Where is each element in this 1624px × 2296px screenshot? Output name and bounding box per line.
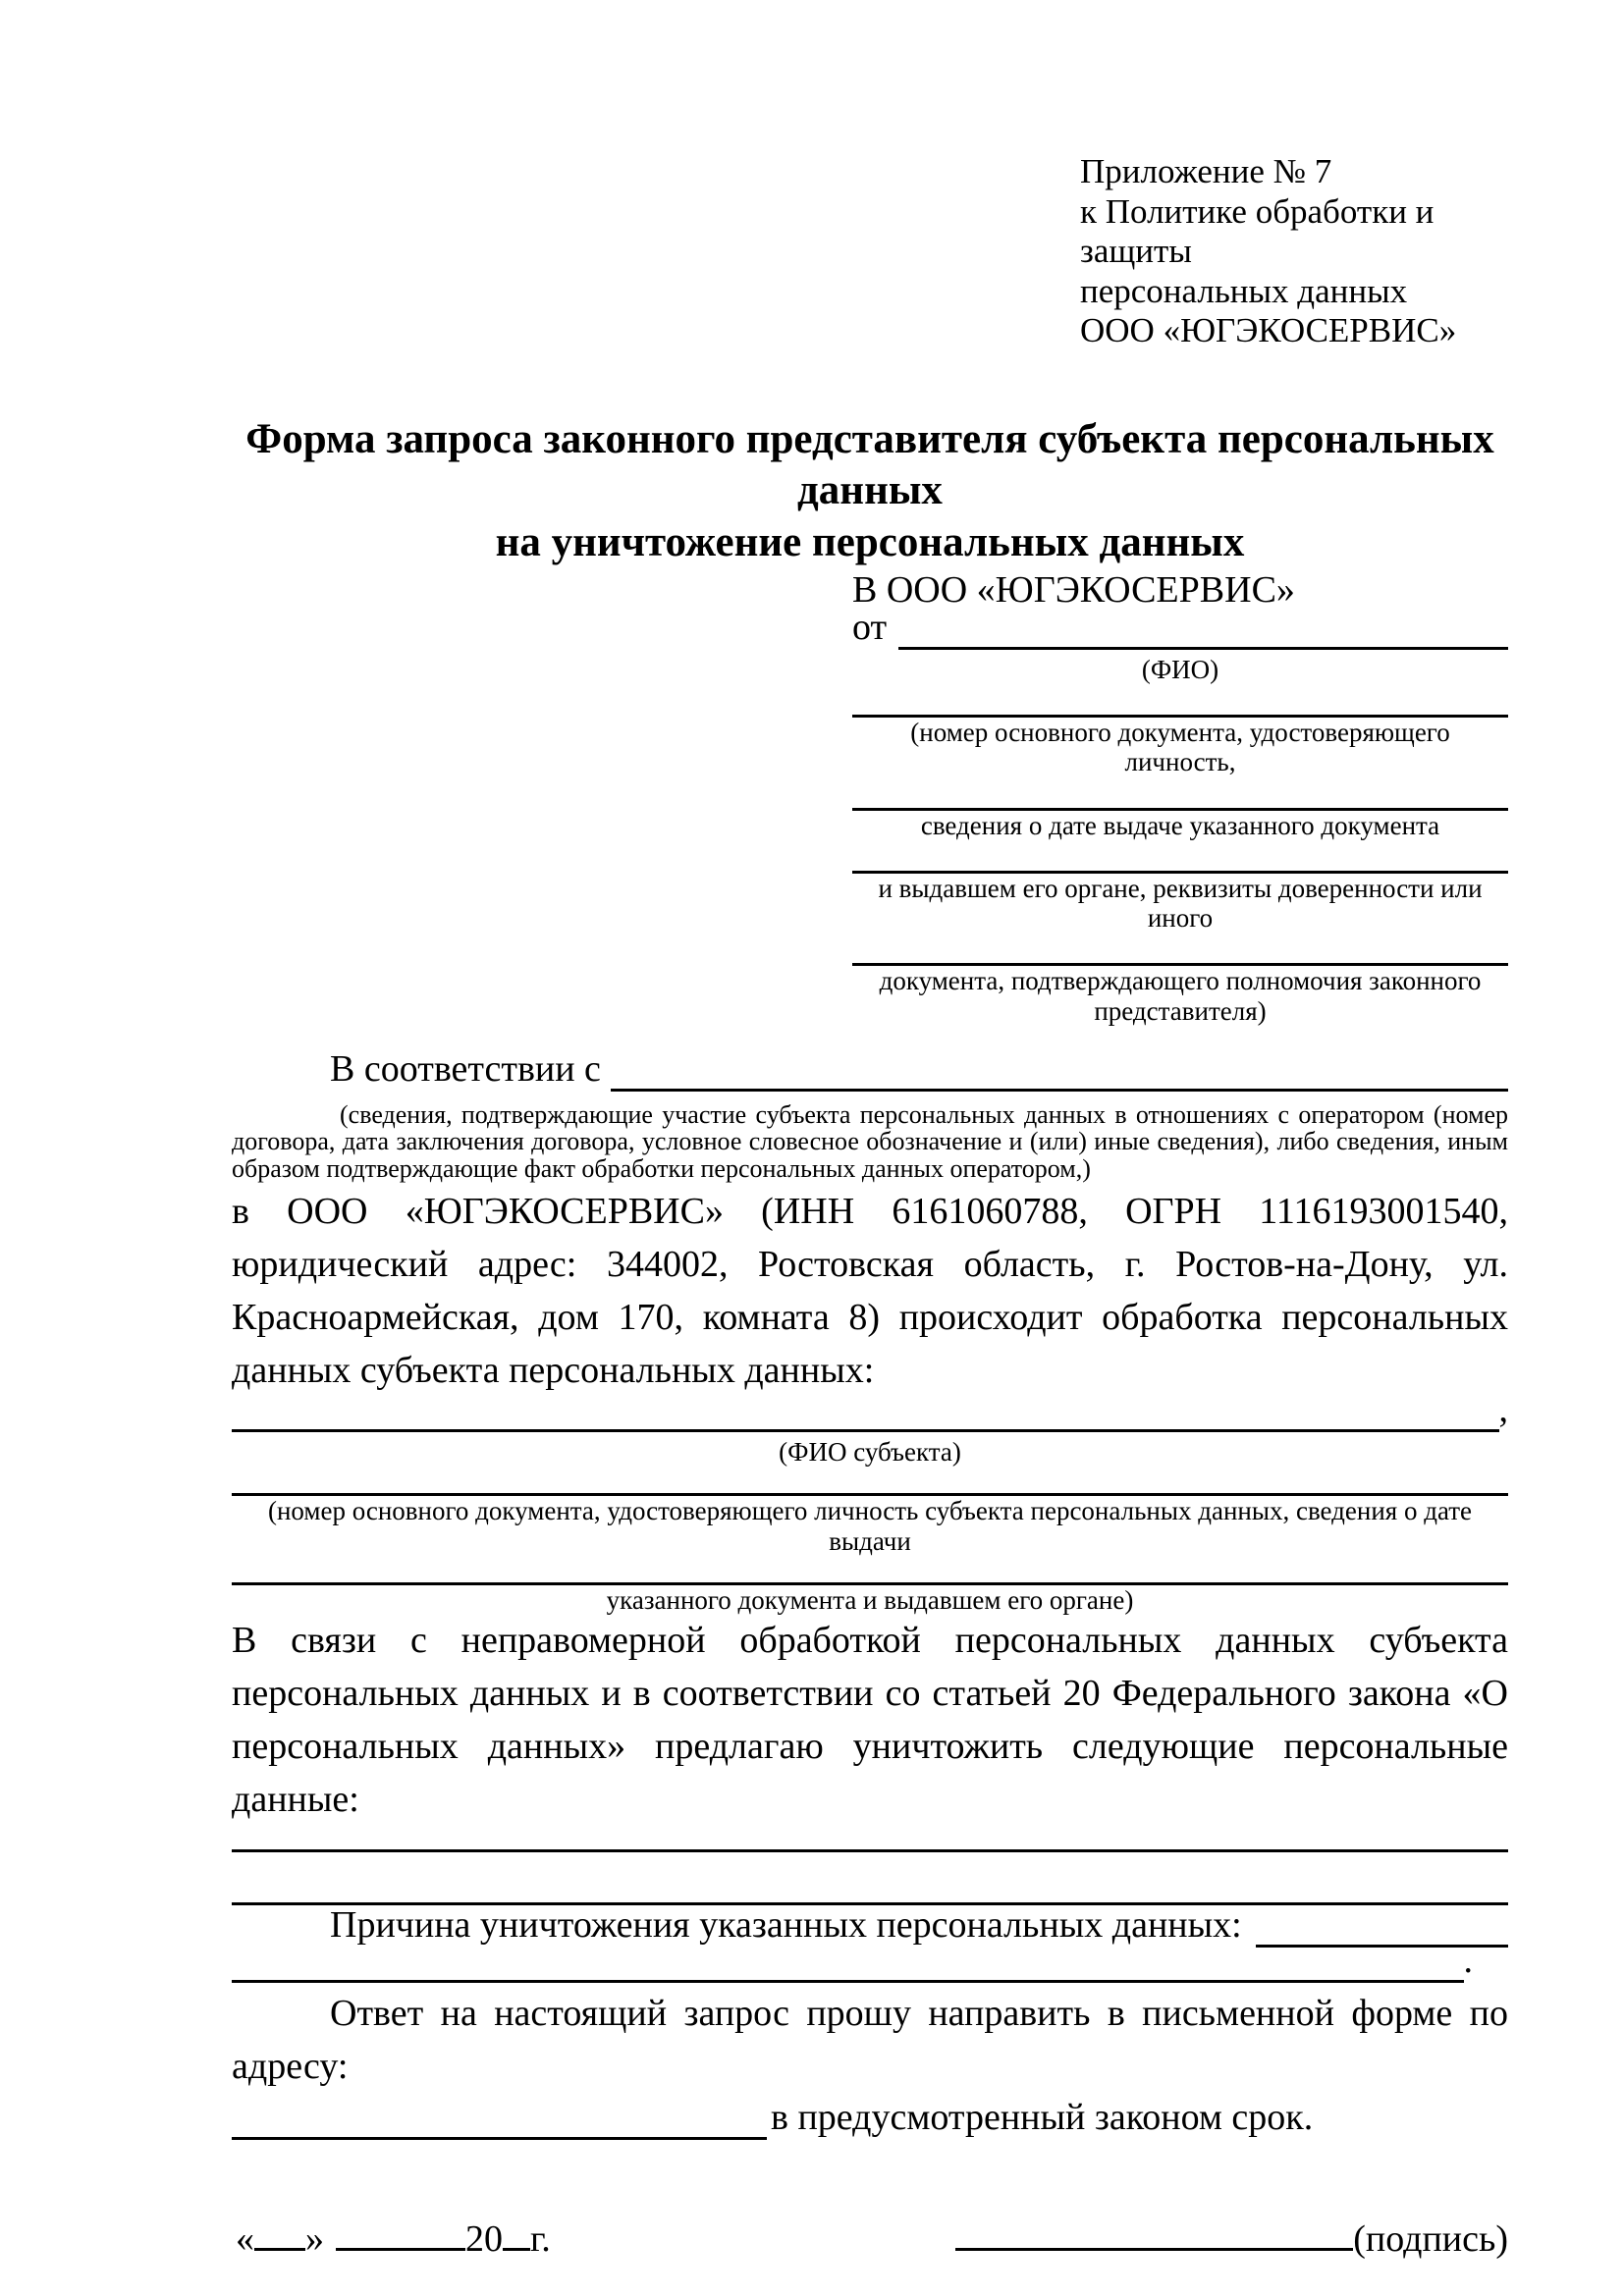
authority-caption: документа, подтверждающего полномочия законного представителя) — [879, 966, 1482, 1026]
representative-doc-number-blank — [852, 684, 1508, 718]
subject-doc-blank-1 — [232, 1467, 1508, 1496]
addressee-company: В ООО «ЮГЭКОСЕРВИС» — [852, 569, 1295, 612]
operator-paragraph: в ООО «ЮГЭКОСЕРВИС» (ИНН 6161060788, ОГРН 1116193001540, юридический адрес: 344002, Ростовская область, г. Ростов-на-Дону, ул. Красноармейская, дом 170, комната 8) происходит обработка персональных данных субъекта персональных данных: — [232, 1191, 1508, 1392]
addressee-block — [852, 568, 1508, 1025]
data-to-destroy-blank-1 — [232, 1827, 1508, 1852]
accordance-note: (сведения, подтверждающие участие субъекта персональных данных в отношениях с оператором (номер договора, дата заключения договора, условное словесное обозначение и (или) иные сведения), либо сведения, иным образом подтверждающие факт обработки персональных данных оператором,) — [232, 1099, 1508, 1183]
doc-issue-date-blank — [852, 777, 1508, 811]
month-blank — [336, 2243, 465, 2251]
from-label: от — [852, 606, 888, 648]
reason-continuation-row — [232, 1940, 1473, 1988]
answer-address-row — [232, 2094, 1508, 2145]
subject-doc-caption-2: указанного документа и выдавшем его органе) — [606, 1584, 1134, 1615]
subject-fio-row — [232, 1389, 1508, 1437]
year-suffix: г. — [530, 2217, 551, 2260]
accordance-lead: В соответствии с — [330, 1047, 601, 1090]
data-to-destroy-blank-2 — [232, 1852, 1508, 1905]
quote-close: » — [305, 2217, 324, 2260]
date-group — [236, 2214, 551, 2267]
signature-group — [955, 2214, 1508, 2267]
from-row — [852, 606, 1508, 655]
signature-caption: (подпись) — [1353, 2217, 1508, 2260]
answer-tail: в предусмотренный законом срок. — [771, 2096, 1314, 2138]
quote-open: « — [236, 2217, 254, 2260]
issuer-caption: и выдавшем его органе, реквизиты доверенности или иного — [878, 873, 1483, 934]
accordance-row — [232, 1043, 1508, 1096]
comma-char: , — [1498, 1389, 1508, 1431]
reason-blank-2 — [232, 1980, 1464, 1983]
reason-label: Причина уничтожения указанных персональных данных: — [330, 1904, 1242, 1946]
annex-line-1: Приложение № 7 — [1080, 152, 1332, 190]
annex-line-4: ООО «ЮГЭКОСЕРВИС» — [1080, 311, 1457, 350]
form-title — [232, 414, 1508, 568]
year-blank — [503, 2243, 530, 2251]
answer-paragraph: Ответ на настоящий запрос прошу направить в письменной форме по адресу: — [232, 1992, 1508, 2087]
accordance-blank — [611, 1089, 1508, 1092]
answer-address-blank — [232, 2137, 767, 2140]
signature-blank — [955, 2243, 1353, 2251]
subject-doc-caption-1: (номер основного документа, удостоверяющего личность субъекта персональных данных, сведения о дате выдачи — [267, 1496, 1473, 1556]
representative-name-blank — [898, 647, 1508, 650]
annex-line-2: к Политике обработки и защиты — [1080, 191, 1435, 271]
century-label: 20 — [465, 2217, 503, 2260]
reason-row — [232, 1905, 1508, 1952]
doc-issuer-blank — [852, 840, 1508, 874]
subject-fio-caption: (ФИО субъекта) — [779, 1437, 961, 1468]
footer-row — [232, 2214, 1508, 2267]
request-paragraph: В связи с неправомерной обработкой персональных данных субъекта персональных данных и в соответствии со статьей 20 Федерального закона «О персональных данных» предлагаю уничтожить следующие персональные данные: — [232, 1620, 1508, 1820]
subject-doc-blank-2 — [232, 1556, 1508, 1585]
subject-fio-blank — [232, 1429, 1499, 1432]
fio-caption: (ФИО) — [1141, 654, 1219, 684]
form-title-line-1: Форма запроса законного представителя субъекта персональных данных — [245, 415, 1494, 514]
doc-number-caption: (номер основного документа, удостоверяющего личность, — [910, 718, 1450, 777]
authority-doc-blank — [852, 933, 1508, 966]
annex-line-3: персональных данных — [1080, 271, 1408, 310]
issue-date-caption: сведения о дате выдаче указанного документа — [920, 810, 1440, 840]
period-char: . — [1463, 1940, 1473, 1981]
annex-block — [1080, 152, 1508, 351]
form-title-line-2: на уничтожение персональных данных — [495, 518, 1245, 565]
day-blank — [254, 2243, 305, 2251]
